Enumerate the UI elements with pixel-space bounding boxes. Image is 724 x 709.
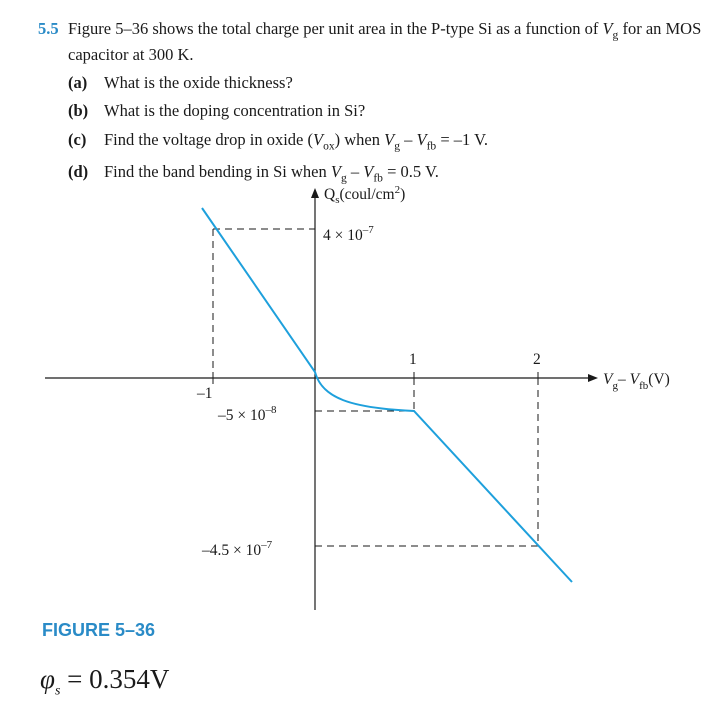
part-c: (c) Find the voltage drop in oxide $(V_{ox})$ when $V_g - V_{fb} = -1$ V. bbox=[68, 129, 488, 152]
x-tick-label-1: 1 bbox=[409, 351, 417, 368]
y-mark-minus4.5e-7: $-4.5 \times 10^{-7}$ bbox=[202, 539, 273, 559]
problem-number: 5.5 bbox=[38, 19, 59, 38]
y-axis-arrow bbox=[311, 188, 319, 198]
handwritten-answer: $\varphi_s = 0.354V$ bbox=[40, 664, 170, 699]
x-axis-label: $V_g-$ $V_{fb}(V)$ bbox=[603, 371, 670, 392]
part-b: (b) What is the doping concentration in Si? bbox=[68, 101, 366, 121]
x-tick-label-2: 2 bbox=[533, 351, 541, 368]
figure-caption: FIGURE 5–36 bbox=[42, 620, 156, 640]
x-axis-arrow bbox=[588, 374, 598, 382]
part-a: (a) What is the oxide thickness? bbox=[68, 73, 293, 93]
part-d: (d) Find the band bending in Si when $V_g - V_{fb} = 0.5$ V. bbox=[68, 161, 439, 184]
problem-intro: Figure 5–36 shows the total charge per unit area in the P-type Si as a function of $V_g$ for an MOS capacitor at 300 K. bbox=[68, 19, 702, 64]
y-axis-label: $Q_s(coul/cm^2)$ bbox=[324, 184, 406, 206]
qs-curve bbox=[202, 208, 572, 582]
y-mark-minus5e-8: $-5 \times 10^{-8}$ bbox=[218, 404, 277, 424]
y-mark-4e-7: $4 \times 10^{-7}$ bbox=[323, 224, 374, 244]
x-tick-label-minus1: –1 bbox=[197, 385, 213, 402]
